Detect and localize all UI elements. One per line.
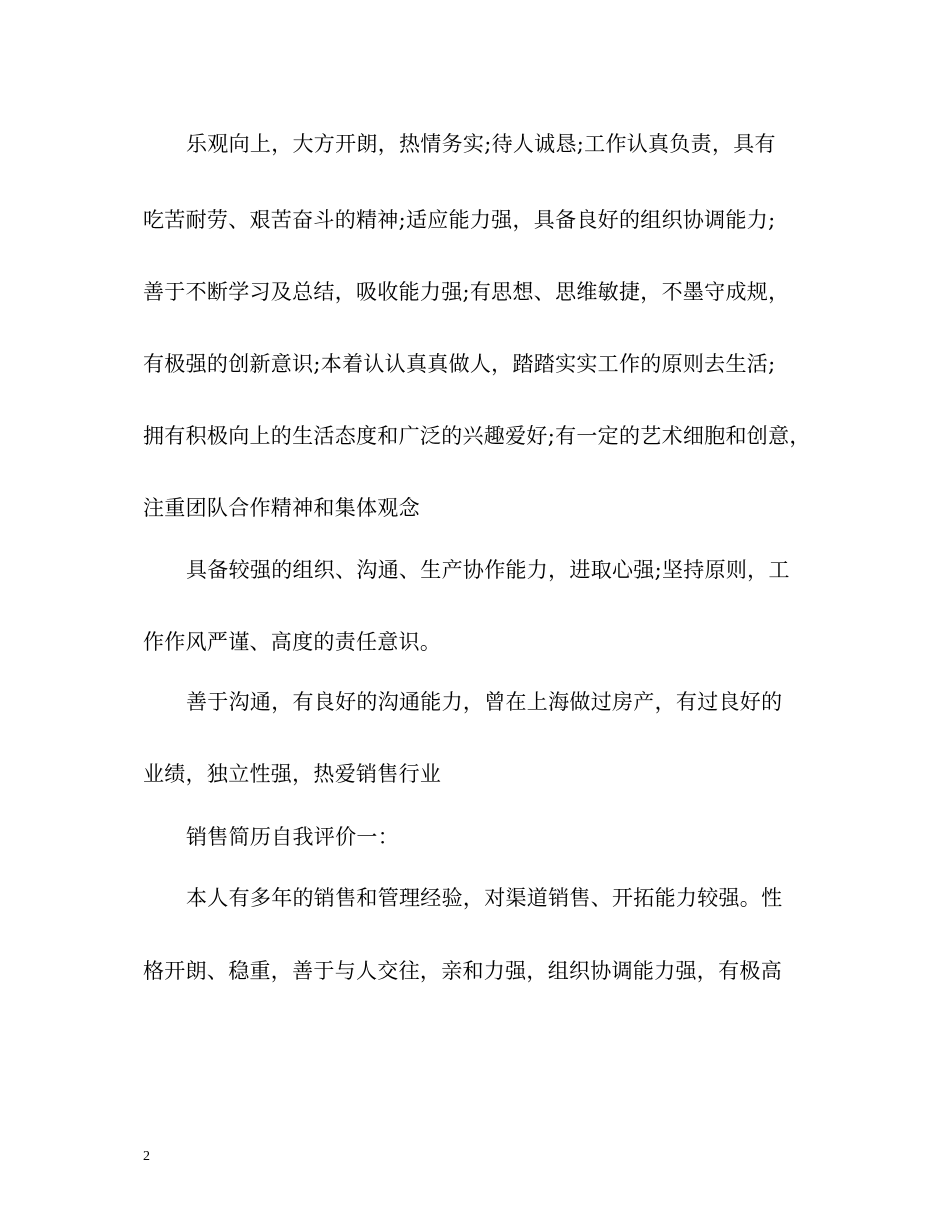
text-line: 注重团队合作精神和集体观念 [143,496,420,520]
page-number: 2 [143,1149,150,1164]
text-line: 善于不断学习及总结，吸收能力强;有思想、思维敏捷，不墨守成规， [143,280,790,304]
text-line: 本人有多年的销售和管理经验，对渠道销售、开拓能力较强。性 [186,886,783,910]
text-line: 吃苦耐劳、艰苦奋斗的精神;适应能力强，具备良好的组织协调能力; [143,208,776,232]
text-line: 具备较强的组织、沟通、生产协作能力，进取心强;坚持原则，工 [186,558,790,582]
text-line: 乐观向上，大方开朗，热情务实;待人诚恳;工作认真负责，具有 [186,132,776,156]
text-line: 有极强的创新意识;本着认认真真做人，踏踏实实工作的原则去生活; [143,352,776,376]
text-line: 拥有积极向上的生活态度和广泛的兴趣爱好;有一定的艺术细胞和创意， [143,424,811,448]
text-line: 善于沟通，有良好的沟通能力，曾在上海做过房产，有过良好的 [186,690,783,714]
section-heading: 销售简历自我评价一： [186,825,399,849]
text-line: 格开朗、稳重，善于与人交往，亲和力强，组织协调能力强，有极高 [143,959,782,983]
text-line: 作作风严谨、高度的责任意识。 [143,630,442,654]
text-line: 业绩，独立性强，热爱销售行业 [143,762,442,786]
